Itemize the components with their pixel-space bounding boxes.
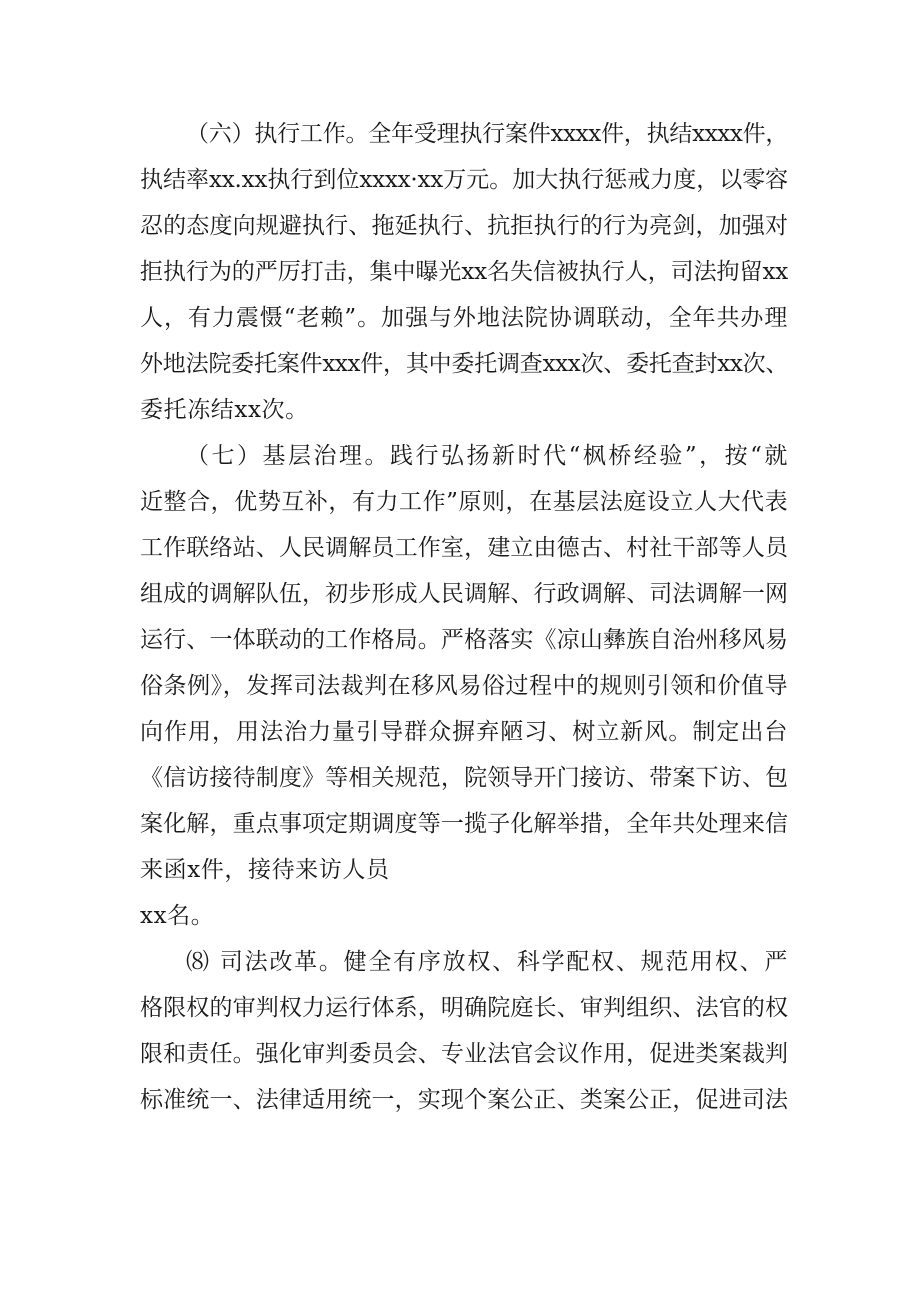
paragraph-line: 格限权的审判权力运行体系，明确院庭长、审判组织、法官的权: [140, 995, 788, 1021]
paragraph-line: 标准统一、法律适用统一，实现个案公正、类案公正，促进司法: [140, 1087, 788, 1113]
paragraph-line: 案化解，重点事项定期调度等一揽子化解举措，全年共处理来信: [140, 811, 788, 837]
paragraph-line: 限和责任。强化审判委员会、专业法官会议作用，促进类案裁判: [140, 1041, 788, 1067]
paragraph-line: 向作用，用法治力量引导群众摒弃陋习、树立新风。制定出台: [140, 719, 788, 745]
paragraph-line: 人，有力震慑“老赖”。加强与外地法院协调联动，全年共办理: [140, 305, 788, 331]
paragraph-line: 俗条例》，发挥司法裁判在移风易俗过程中的规则引领和价值导: [140, 673, 788, 699]
document-body: [140, 111, 788, 1123]
paragraph-line: 忍的态度向规避执行、拖延执行、抗拒执行的行为亮剑，加强对: [140, 213, 788, 239]
paragraph-line: 拒执行为的严厉打击，集中曝光xx名失信被执行人，司法拘留xx: [140, 259, 788, 285]
paragraph-p8: [140, 939, 788, 1123]
paragraph-line: xx名。: [140, 903, 215, 929]
paragraph-line: ⑻ 司法改革。健全有序放权、科学配权、规范用权、严: [186, 949, 788, 975]
paragraph-line: （七）基层治理。践行弘扬新时代“枫桥经验”，按“就: [186, 443, 788, 469]
paragraph-line: 运行、一体联动的工作格局。严格落实《凉山彝族自治州移风易: [140, 627, 788, 653]
paragraph-line: 近整合，优势互补，有力工作”原则，在基层法庭设立人大代表: [140, 489, 788, 515]
paragraph-line: 执结率xx.xx执行到位xxxx·xx万元。加大执行惩戒力度，以零容: [140, 167, 788, 193]
paragraph-line: 工作联络站、人民调解员工作室，建立由德古、村社干部等人员: [140, 535, 788, 561]
paragraph-line: 来函x件，接待来访人员: [140, 857, 390, 883]
paragraph-line: （六）执行工作。全年受理执行案件xxxx件，执结xxxx件，: [186, 121, 788, 147]
paragraph-p7: [140, 433, 788, 939]
paragraph-line: 《信访接待制度》等相关规范，院领导开门接访、带案下访、包: [140, 765, 788, 791]
paragraph-line: 组成的调解队伍，初步形成人民调解、行政调解、司法调解一网: [140, 581, 788, 607]
paragraph-line: 外地法院委托案件xxx件，其中委托调查xxx次、委托查封xx次、: [140, 351, 788, 377]
paragraph-line: 委托冻结xx次。: [140, 397, 309, 423]
paragraph-p6: [140, 111, 788, 433]
